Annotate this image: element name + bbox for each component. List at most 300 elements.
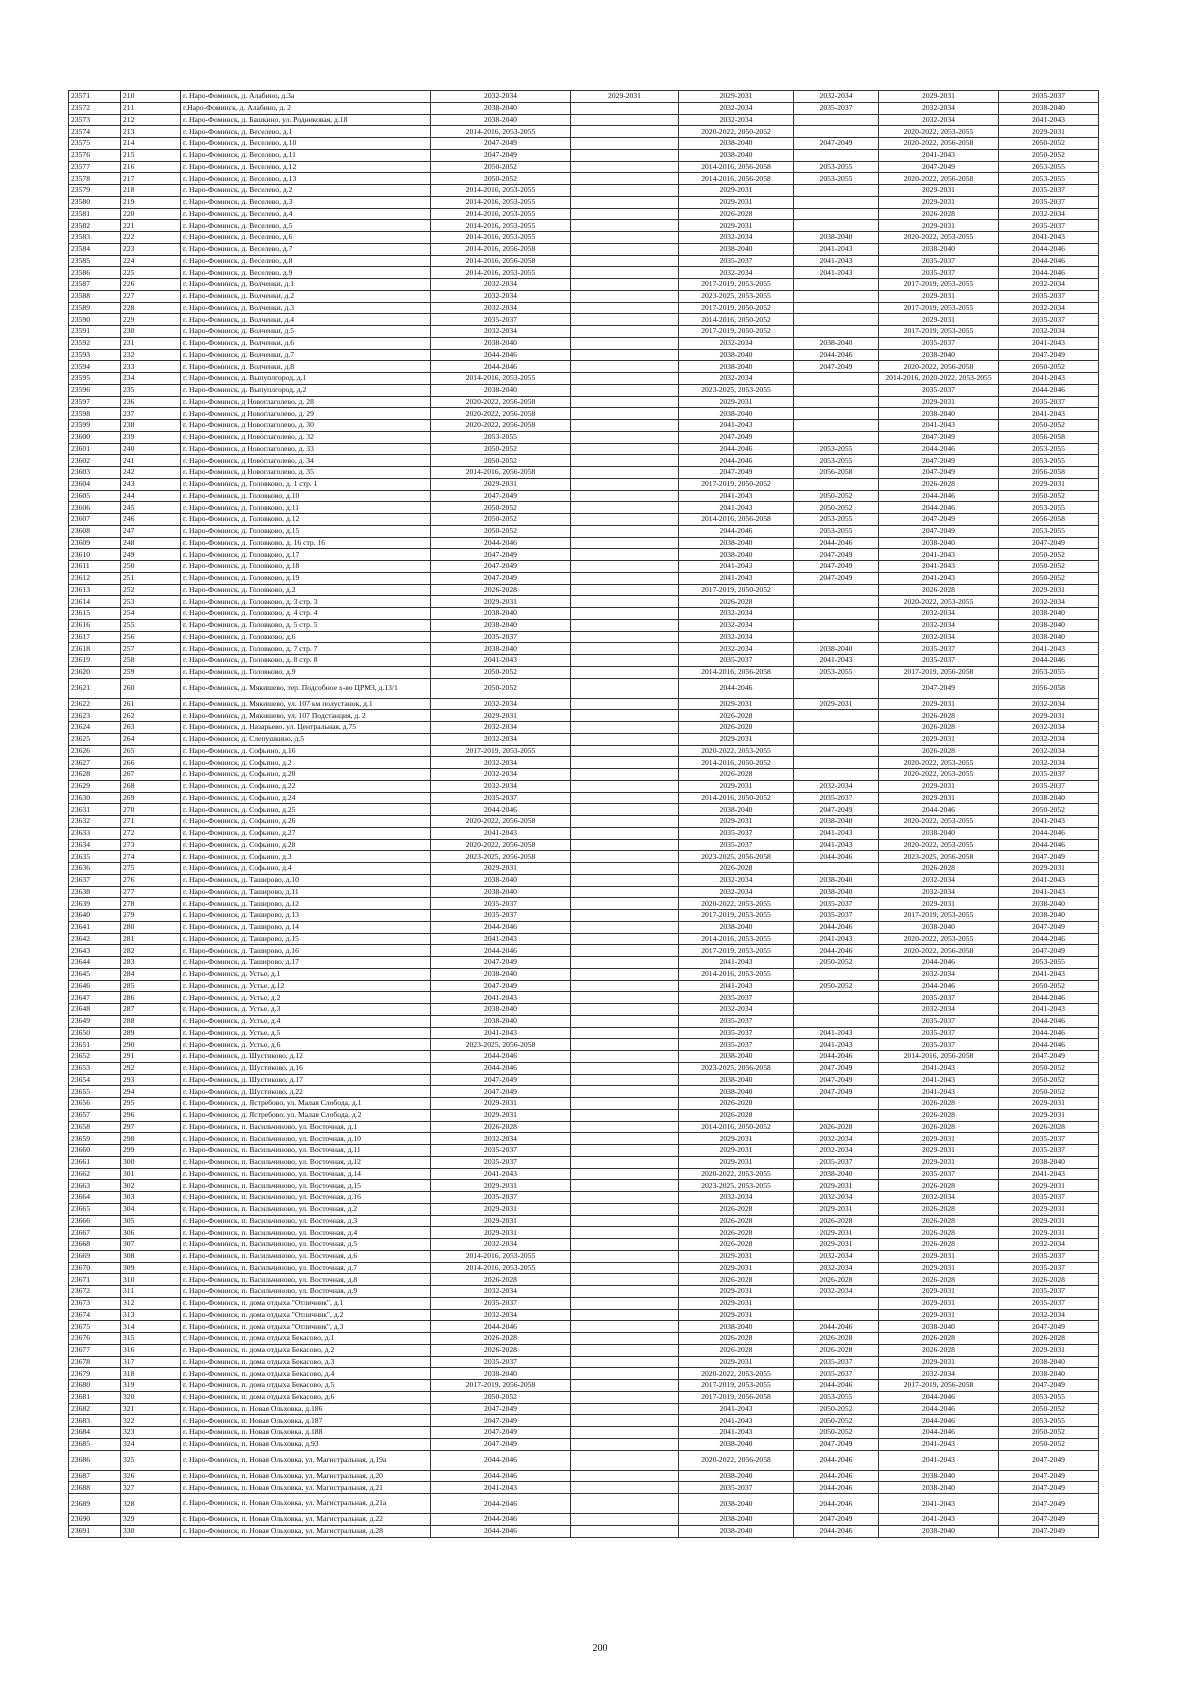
period-cell-6: 2038-2040	[999, 619, 1099, 631]
row-number-cell: 269	[121, 792, 181, 804]
period-cell-6: 2038-2040	[999, 792, 1099, 804]
period-cell-6: 2035-2037	[999, 314, 1099, 326]
period-cell-5: 2032-2034	[879, 102, 999, 114]
table-row	[69, 243, 1099, 255]
table-row	[69, 816, 1099, 828]
row-id-cell: 23581	[69, 208, 121, 220]
period-cell-1: 2038-2040	[431, 886, 571, 898]
table-row	[69, 980, 1099, 992]
period-cell-5: 2017-2019, 2056-2058	[879, 666, 999, 678]
row-id-cell: 23588	[69, 290, 121, 302]
period-cell-1: 2035-2037	[431, 1192, 571, 1204]
period-cell-2	[571, 1309, 679, 1321]
period-cell-2	[571, 678, 679, 698]
row-number-cell: 236	[121, 396, 181, 408]
period-cell-4: 2047-2049	[794, 1062, 879, 1074]
period-cell-5: 2044-2046	[879, 443, 999, 455]
address-cell: г. Наро-Фоминск, п. Васильчиново, ул. Восточная, д.1	[181, 1121, 431, 1133]
row-number-cell: 320	[121, 1391, 181, 1403]
period-cell-1: 2047-2049	[431, 1403, 571, 1415]
period-cell-6: 2035-2037	[999, 290, 1099, 302]
period-cell-3: 2026-2028	[679, 1344, 794, 1356]
period-cell-5: 2026-2028	[879, 1203, 999, 1215]
address-cell: г. Наро-Фоминск, п. Васильчиново, ул. Восточная, д.3	[181, 1215, 431, 1227]
row-number-cell: 259	[121, 666, 181, 678]
period-cell-2	[571, 1470, 679, 1482]
schedule-table	[68, 90, 1099, 1538]
period-cell-4: 2038-2040	[794, 874, 879, 886]
row-id-cell: 23613	[69, 584, 121, 596]
address-cell: г. Наро-Фоминск, д. Веселево, д.6	[181, 232, 431, 244]
period-cell-2	[571, 326, 679, 338]
address-cell: г. Наро-Фоминск, д. Устье, д.12	[181, 980, 431, 992]
period-cell-5: 2026-2028	[879, 1274, 999, 1286]
period-cell-1: 2044-2046	[431, 1051, 571, 1063]
period-cell-4	[794, 710, 879, 722]
period-cell-5: 2035-2037	[879, 655, 999, 667]
schedule-table-container	[68, 90, 1098, 1538]
period-cell-3: 2014-2016, 2056-2058	[679, 161, 794, 173]
table-row	[69, 678, 1099, 698]
period-cell-3: 2014-2016, 2053-2055	[679, 968, 794, 980]
period-cell-3: 2029-2031	[679, 1309, 794, 1321]
row-id-cell: 23636	[69, 863, 121, 875]
period-cell-3: 2035-2037	[679, 655, 794, 667]
period-cell-5: 2029-2031	[879, 1156, 999, 1168]
table-row	[69, 863, 1099, 875]
period-cell-2	[571, 745, 679, 757]
address-cell: г. Наро-Фоминск, д. Головково, д.9	[181, 666, 431, 678]
row-id-cell: 23593	[69, 349, 121, 361]
period-cell-5: 2041-2043	[879, 1514, 999, 1526]
period-cell-4: 2053-2055	[794, 525, 879, 537]
period-cell-6: 2035-2037	[999, 1133, 1099, 1145]
row-id-cell: 23665	[69, 1203, 121, 1215]
period-cell-1: 2029-2031	[431, 1180, 571, 1192]
table-row	[69, 1015, 1099, 1027]
table-row	[69, 757, 1099, 769]
row-id-cell: 23671	[69, 1274, 121, 1286]
row-number-cell: 235	[121, 384, 181, 396]
period-cell-5: 2029-2031	[879, 1262, 999, 1274]
period-cell-5: 2044-2046	[879, 980, 999, 992]
period-cell-3: 2029-2031	[679, 1133, 794, 1145]
period-cell-6: 2035-2037	[999, 196, 1099, 208]
period-cell-6: 2038-2040	[999, 608, 1099, 620]
period-cell-3: 2029-2031	[679, 396, 794, 408]
period-cell-2	[571, 337, 679, 349]
period-cell-6: 2050-2052	[999, 1062, 1099, 1074]
row-number-cell: 257	[121, 643, 181, 655]
period-cell-5: 2029-2031	[879, 1250, 999, 1262]
period-cell-1: 2032-2034	[431, 780, 571, 792]
table-row	[69, 502, 1099, 514]
row-number-cell: 219	[121, 196, 181, 208]
period-cell-2	[571, 898, 679, 910]
period-cell-2	[571, 420, 679, 432]
period-cell-6: 2029-2031	[999, 126, 1099, 138]
address-cell: г. Наро-Фоминск, д. Устье, д.1	[181, 968, 431, 980]
address-cell: г. Наро-Фоминск, д. Софьино, д.22	[181, 780, 431, 792]
period-cell-3: 2029-2031	[679, 1297, 794, 1309]
period-cell-3: 2026-2028	[679, 769, 794, 781]
row-id-cell: 23656	[69, 1098, 121, 1110]
row-id-cell: 23687	[69, 1470, 121, 1482]
period-cell-5: 2038-2040	[879, 1525, 999, 1537]
address-cell: г. Наро-Фоминск, д. Таширово, д.10	[181, 874, 431, 886]
address-cell: г. Наро-Фоминск, д. Головково, д. 16 стр. 16	[181, 537, 431, 549]
period-cell-2	[571, 467, 679, 479]
row-number-cell: 274	[121, 851, 181, 863]
period-cell-2	[571, 827, 679, 839]
period-cell-2	[571, 431, 679, 443]
address-cell: г. Наро-Фоминск, д. Софьино, д.16	[181, 745, 431, 757]
table-row	[69, 827, 1099, 839]
row-id-cell: 23574	[69, 126, 121, 138]
period-cell-5: 2029-2031	[879, 733, 999, 745]
period-cell-2: 2029-2031	[571, 91, 679, 103]
period-cell-2	[571, 1004, 679, 1016]
row-number-cell: 319	[121, 1380, 181, 1392]
period-cell-5: 2041-2043	[879, 572, 999, 584]
period-cell-6: 2047-2049	[999, 349, 1099, 361]
period-cell-2	[571, 596, 679, 608]
period-cell-1: 2041-2043	[431, 827, 571, 839]
period-cell-4: 2044-2046	[794, 921, 879, 933]
period-cell-3: 2044-2046	[679, 678, 794, 698]
row-id-cell: 23602	[69, 455, 121, 467]
row-id-cell: 23645	[69, 968, 121, 980]
row-number-cell: 276	[121, 874, 181, 886]
period-cell-3: 2032-2034	[679, 232, 794, 244]
period-cell-1: 2014-2016, 2053-2055	[431, 220, 571, 232]
address-cell: г. Наро-Фоминск, д. Выпуплгород, д.2	[181, 384, 431, 396]
period-cell-6: 2032-2034	[999, 698, 1099, 710]
period-cell-6: 2029-2031	[999, 710, 1099, 722]
row-number-cell: 298	[121, 1133, 181, 1145]
period-cell-4: 2047-2049	[794, 138, 879, 150]
row-id-cell: 23686	[69, 1450, 121, 1470]
row-id-cell: 23583	[69, 232, 121, 244]
period-cell-5: 2035-2037	[879, 643, 999, 655]
period-cell-5: 2035-2037	[879, 1027, 999, 1039]
row-id-cell: 23634	[69, 839, 121, 851]
table-row	[69, 1415, 1099, 1427]
period-cell-5: 2044-2046	[879, 1403, 999, 1415]
table-row	[69, 1109, 1099, 1121]
period-cell-6: 2035-2037	[999, 1262, 1099, 1274]
row-id-cell: 23618	[69, 643, 121, 655]
period-cell-4: 2029-2031	[794, 1227, 879, 1239]
address-cell: г. Наро-Фоминск, п. Новая Ольховка, ул. Магистральная, д.28	[181, 1525, 431, 1537]
period-cell-5: 2026-2028	[879, 478, 999, 490]
row-id-cell: 23592	[69, 337, 121, 349]
period-cell-3: 2029-2031	[679, 698, 794, 710]
period-cell-5: 2044-2046	[879, 804, 999, 816]
period-cell-3: 2029-2031	[679, 733, 794, 745]
address-cell: г. Наро-Фоминск, п. Васильчиново, ул. Восточная, д.5	[181, 1239, 431, 1251]
period-cell-5: 2044-2046	[879, 1427, 999, 1439]
row-id-cell: 23597	[69, 396, 121, 408]
address-cell: г. Наро-Фоминск, д. Башкино, ул. Родниковая, д.18	[181, 114, 431, 126]
period-cell-3: 2029-2031	[679, 185, 794, 197]
row-id-cell: 23688	[69, 1482, 121, 1494]
period-cell-6: 2044-2046	[999, 933, 1099, 945]
row-id-cell: 23580	[69, 196, 121, 208]
row-id-cell: 23614	[69, 596, 121, 608]
period-cell-3: 2029-2031	[679, 1145, 794, 1157]
period-cell-6: 2047-2049	[999, 1380, 1099, 1392]
period-cell-3: 2032-2034	[679, 1004, 794, 1016]
period-cell-1: 2035-2037	[431, 631, 571, 643]
period-cell-1: 2032-2034	[431, 302, 571, 314]
row-id-cell: 23598	[69, 408, 121, 420]
period-cell-3: 2026-2028	[679, 596, 794, 608]
period-cell-2	[571, 804, 679, 816]
period-cell-2	[571, 1482, 679, 1494]
period-cell-3: 2041-2043	[679, 420, 794, 432]
table-row	[69, 839, 1099, 851]
period-cell-6: 2053-2055	[999, 443, 1099, 455]
row-id-cell: 23690	[69, 1514, 121, 1526]
period-cell-6: 2032-2034	[999, 1239, 1099, 1251]
period-cell-4: 2032-2034	[794, 1192, 879, 1204]
period-cell-6: 2029-2031	[999, 1215, 1099, 1227]
period-cell-4	[794, 1098, 879, 1110]
period-cell-4: 2044-2046	[794, 1525, 879, 1537]
period-cell-1: 2047-2049	[431, 1438, 571, 1450]
row-number-cell: 249	[121, 549, 181, 561]
table-row	[69, 631, 1099, 643]
period-cell-1: 2032-2034	[431, 279, 571, 291]
period-cell-4: 2053-2055	[794, 514, 879, 526]
period-cell-5: 2029-2031	[879, 1297, 999, 1309]
period-cell-2	[571, 698, 679, 710]
period-cell-5: 2035-2037	[879, 267, 999, 279]
period-cell-6: 2050-2052	[999, 420, 1099, 432]
table-row	[69, 420, 1099, 432]
period-cell-6: 2026-2028	[999, 1121, 1099, 1133]
period-cell-5: 2038-2040	[879, 408, 999, 420]
period-cell-2	[571, 1525, 679, 1537]
period-cell-5: 2026-2028	[879, 1215, 999, 1227]
period-cell-1: 2032-2034	[431, 326, 571, 338]
period-cell-2	[571, 1380, 679, 1392]
address-cell: г. Наро-Фоминск, п. Новая Ольховка, ул. Магистральная, д.22	[181, 1514, 431, 1526]
row-number-cell: 226	[121, 279, 181, 291]
period-cell-1: 2050-2052	[431, 455, 571, 467]
period-cell-4	[794, 431, 879, 443]
period-cell-6: 2044-2046	[999, 1027, 1099, 1039]
address-cell: г. Наро-Фоминск, д. Софьино, д.25	[181, 804, 431, 816]
period-cell-2	[571, 733, 679, 745]
period-cell-5: 2044-2046	[879, 957, 999, 969]
row-id-cell: 23669	[69, 1250, 121, 1262]
period-cell-2	[571, 1368, 679, 1380]
period-cell-2	[571, 279, 679, 291]
period-cell-4: 2035-2037	[794, 102, 879, 114]
address-cell: г. Наро-Фоминск, д. Таширово, д.13	[181, 910, 431, 922]
address-cell: г. Наро-Фоминск, д. Веселево, д.3	[181, 196, 431, 208]
period-cell-5: 2020-2022, 2056-2058	[879, 138, 999, 150]
address-cell: г. Наро-Фоминск, п. Васильчиново, ул. Восточная, д.16	[181, 1192, 431, 1204]
period-cell-2	[571, 185, 679, 197]
period-cell-6: 2032-2034	[999, 279, 1099, 291]
row-number-cell: 290	[121, 1039, 181, 1051]
address-cell: г. Наро-Фоминск, д. Шустиково, д.22	[181, 1086, 431, 1098]
period-cell-3: 2038-2040	[679, 549, 794, 561]
period-cell-1: 2038-2040	[431, 102, 571, 114]
table-row	[69, 1086, 1099, 1098]
address-cell: г. Наро-Фоминск, п. Новая Ольховка, ул. Магистральная, д.21а	[181, 1494, 431, 1514]
address-cell: г. Наро-Фоминск, п. Новая Ольховка, ул. Магистральная, д.21	[181, 1482, 431, 1494]
row-id-cell: 23612	[69, 572, 121, 584]
address-cell: г. Наро-Фоминск, д. Таширово, д.14	[181, 921, 431, 933]
period-cell-1: 2038-2040	[431, 384, 571, 396]
period-cell-1: 2038-2040	[431, 1368, 571, 1380]
period-cell-5: 2038-2040	[879, 537, 999, 549]
period-cell-2	[571, 443, 679, 455]
period-cell-3: 2020-2022, 2056-2058	[679, 1450, 794, 1470]
row-id-cell: 23633	[69, 827, 121, 839]
row-id-cell: 23682	[69, 1403, 121, 1415]
period-cell-5: 2020-2022, 2056-2058	[879, 361, 999, 373]
period-cell-2	[571, 1109, 679, 1121]
table-row	[69, 1514, 1099, 1526]
period-cell-1: 2029-2031	[431, 1203, 571, 1215]
period-cell-1: 2035-2037	[431, 910, 571, 922]
period-cell-4: 2044-2046	[794, 1494, 879, 1514]
period-cell-5: 2032-2034	[879, 1192, 999, 1204]
table-row	[69, 267, 1099, 279]
address-cell: г. Наро-Фоминск, д. Ястребово, ул. Малая Слобода, д.1	[181, 1098, 431, 1110]
period-cell-1: 2032-2034	[431, 757, 571, 769]
period-cell-3: 2038-2040	[679, 1086, 794, 1098]
period-cell-3: 2029-2031	[679, 91, 794, 103]
period-cell-3: 2026-2028	[679, 1239, 794, 1251]
row-id-cell: 23631	[69, 804, 121, 816]
period-cell-4	[794, 420, 879, 432]
period-cell-1: 2026-2028	[431, 1274, 571, 1286]
period-cell-1: 2044-2046	[431, 1470, 571, 1482]
table-row	[69, 1344, 1099, 1356]
row-id-cell: 23620	[69, 666, 121, 678]
row-number-cell: 315	[121, 1333, 181, 1345]
period-cell-4	[794, 631, 879, 643]
period-cell-5: 2026-2028	[879, 1121, 999, 1133]
period-cell-1: 2047-2049	[431, 980, 571, 992]
period-cell-3: 2014-2016, 2056-2058	[679, 514, 794, 526]
row-number-cell: 296	[121, 1109, 181, 1121]
period-cell-3: 2035-2037	[679, 839, 794, 851]
period-cell-1: 2020-2022, 2056-2058	[431, 408, 571, 420]
period-cell-2	[571, 1297, 679, 1309]
period-cell-2	[571, 643, 679, 655]
period-cell-5: 2029-2031	[879, 396, 999, 408]
row-number-cell: 250	[121, 561, 181, 573]
table-row	[69, 957, 1099, 969]
period-cell-6: 2038-2040	[999, 102, 1099, 114]
period-cell-4: 2041-2043	[794, 933, 879, 945]
period-cell-1: 2035-2037	[431, 898, 571, 910]
period-cell-6: 2041-2043	[999, 886, 1099, 898]
period-cell-3: 2044-2046	[679, 525, 794, 537]
period-cell-1: 2035-2037	[431, 1356, 571, 1368]
row-id-cell: 23571	[69, 91, 121, 103]
period-cell-4: 2032-2034	[794, 780, 879, 792]
period-cell-6: 2050-2052	[999, 549, 1099, 561]
period-cell-3: 2020-2022, 2053-2055	[679, 898, 794, 910]
period-cell-3: 2014-2016, 2050-2052	[679, 314, 794, 326]
address-cell: г. Наро-Фоминск, п. дома отдыха Бекасово, д.5	[181, 1380, 431, 1392]
period-cell-5: 2032-2034	[879, 874, 999, 886]
row-id-cell: 23610	[69, 549, 121, 561]
period-cell-1: 2041-2043	[431, 1482, 571, 1494]
period-cell-3: 2029-2031	[679, 196, 794, 208]
table-row	[69, 874, 1099, 886]
period-cell-2	[571, 1286, 679, 1298]
period-cell-1: 2032-2034	[431, 1133, 571, 1145]
period-cell-5: 2029-2031	[879, 780, 999, 792]
period-cell-5: 2041-2043	[879, 549, 999, 561]
period-cell-6: 2047-2049	[999, 945, 1099, 957]
period-cell-6: 2047-2049	[999, 1321, 1099, 1333]
address-cell: г. Наро-Фоминск, д. Веселево, д.1	[181, 126, 431, 138]
period-cell-1: 2047-2049	[431, 549, 571, 561]
period-cell-6: 2044-2046	[999, 992, 1099, 1004]
period-cell-5: 2026-2028	[879, 1180, 999, 1192]
period-cell-1: 2014-2016, 2053-2055	[431, 208, 571, 220]
row-number-cell: 213	[121, 126, 181, 138]
period-cell-3: 2017-2019, 2053-2055	[679, 945, 794, 957]
address-cell: г. Наро-Фоминск, д. Софьино, д.4	[181, 863, 431, 875]
row-number-cell: 284	[121, 968, 181, 980]
table-row	[69, 698, 1099, 710]
period-cell-3: 2032-2034	[679, 608, 794, 620]
period-cell-2	[571, 314, 679, 326]
row-id-cell: 23572	[69, 102, 121, 114]
address-cell: г. Наро-Фоминск, д. Мякишево, тер. Подсобное х-во ЦРМЗ, д.13/1	[181, 678, 431, 698]
period-cell-6: 2050-2052	[999, 1086, 1099, 1098]
period-cell-1: 2032-2034	[431, 1286, 571, 1298]
row-number-cell: 245	[121, 502, 181, 514]
period-cell-4: 2047-2049	[794, 804, 879, 816]
period-cell-1: 2041-2043	[431, 1027, 571, 1039]
period-cell-1: 2029-2031	[431, 1109, 571, 1121]
row-id-cell: 23619	[69, 655, 121, 667]
period-cell-5: 2041-2043	[879, 420, 999, 432]
period-cell-4: 2041-2043	[794, 267, 879, 279]
table-row	[69, 279, 1099, 291]
period-cell-3: 2041-2043	[679, 957, 794, 969]
period-cell-4: 2026-2028	[794, 1333, 879, 1345]
row-number-cell: 271	[121, 816, 181, 828]
period-cell-3: 2026-2028	[679, 722, 794, 734]
row-number-cell: 324	[121, 1438, 181, 1450]
row-number-cell: 310	[121, 1274, 181, 1286]
address-cell: г. Наро-Фоминск, п. Васильчиново, ул. Восточная, д.7	[181, 1262, 431, 1274]
period-cell-5: 2029-2031	[879, 898, 999, 910]
period-cell-3: 2026-2028	[679, 1203, 794, 1215]
table-row	[69, 126, 1099, 138]
period-cell-1: 2038-2040	[431, 608, 571, 620]
table-row	[69, 302, 1099, 314]
address-cell: г. Наро-Фоминск, д. Устье, д.4	[181, 1015, 431, 1027]
address-cell: г. Наро-Фоминск, д. Шустиково, д.16	[181, 1062, 431, 1074]
table-row	[69, 643, 1099, 655]
period-cell-4: 2047-2049	[794, 1438, 879, 1450]
period-cell-4	[794, 608, 879, 620]
